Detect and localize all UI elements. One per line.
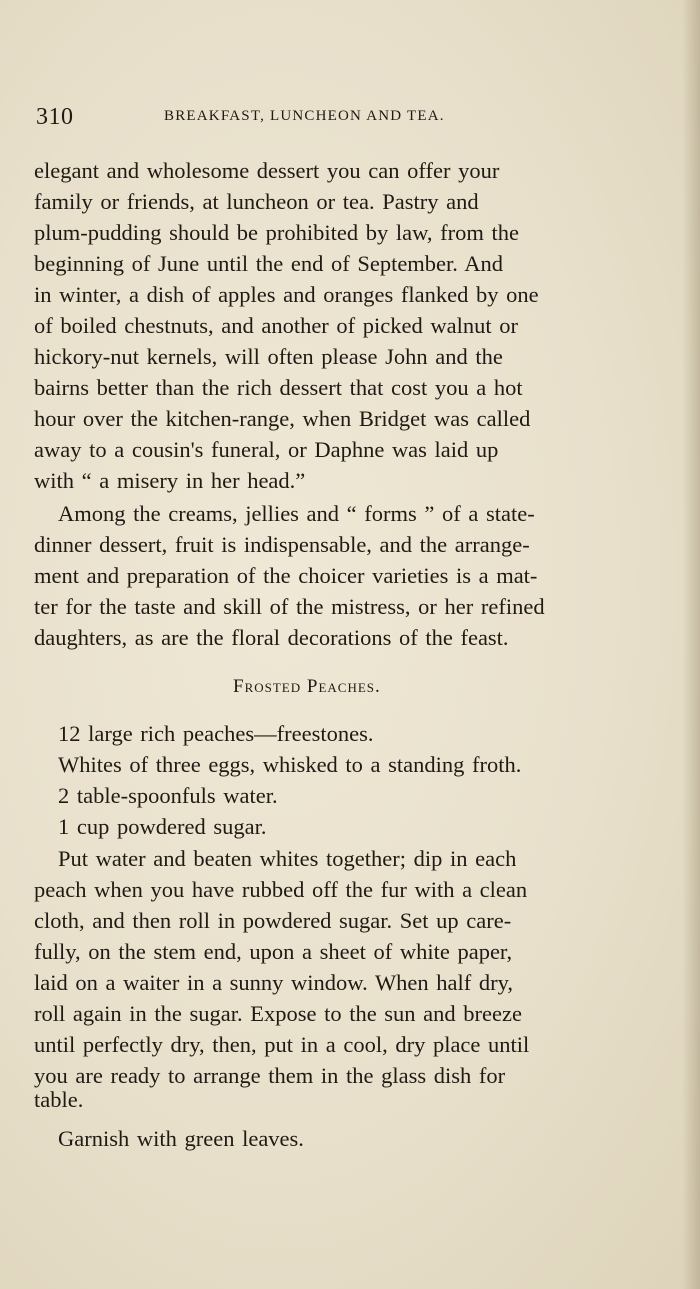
text-line: plum-pudding should be prohibited by law, from the bbox=[34, 220, 519, 245]
text-line: ment and preparation of the choicer varieties is a mat- bbox=[34, 563, 538, 588]
running-head bbox=[36, 104, 636, 134]
text-line: away to a cousin's funeral, or Daphne was laid up bbox=[34, 437, 499, 462]
recipe-title: Frosted Peaches. bbox=[233, 676, 381, 697]
text-line: ter for the taste and skill of the mistress, or her refined bbox=[34, 594, 545, 619]
text-line: peach when you have rubbed off the fur with a clean bbox=[34, 877, 528, 902]
garnish-note: Garnish with green leaves. bbox=[58, 1126, 304, 1151]
text-line: fully, on the stem end, upon a sheet of white paper, bbox=[34, 939, 513, 964]
text-line: until perfectly dry, then, put in a cool, dry place until bbox=[34, 1032, 530, 1057]
page-number: 310 bbox=[36, 104, 74, 130]
text-line: laid on a waiter in a sunny window. When half dry, bbox=[34, 970, 514, 995]
text-line: hickory-nut kernels, will often please John and the bbox=[34, 344, 503, 369]
text-line: bairns better than the rich dessert that cost you a hot bbox=[34, 375, 523, 400]
text-line: daughters, as are the floral decorations of the feast. bbox=[34, 625, 509, 650]
ingredient-item: 12 large rich peaches—freestones. bbox=[58, 721, 374, 746]
text-line: in winter, a dish of apples and oranges flanked by one bbox=[34, 282, 539, 307]
text-line: table. bbox=[34, 1087, 84, 1112]
text-line: roll again in the sugar. Expose to the sun and breeze bbox=[34, 1001, 522, 1026]
text-line: elegant and wholesome dessert you can offer your bbox=[34, 158, 500, 183]
running-title: BREAKFAST, LUNCHEON AND TEA. bbox=[164, 108, 445, 124]
text-line: Put water and beaten whites together; dip in each bbox=[58, 846, 517, 871]
text-line: you are ready to arrange them in the glass dish for bbox=[34, 1063, 506, 1088]
text-line: cloth, and then roll in powdered sugar. Set up care- bbox=[34, 908, 512, 933]
text-line: beginning of June until the end of September. And bbox=[34, 251, 504, 276]
ingredient-item: Whites of three eggs, whisked to a standing froth. bbox=[58, 752, 522, 777]
text-line: hour over the kitchen-range, when Bridget was called bbox=[34, 406, 531, 431]
text-line: dinner dessert, fruit is indispensable, and the arrange- bbox=[34, 532, 530, 557]
text-line: family or friends, at luncheon or tea. Pastry and bbox=[34, 189, 479, 214]
ingredient-item: 1 cup powdered sugar. bbox=[58, 814, 267, 839]
text-line: of boiled chestnuts, and another of picked walnut or bbox=[34, 313, 518, 338]
text-line: with “ a misery in her head.” bbox=[34, 468, 306, 493]
page-edge-shadow bbox=[682, 0, 700, 1289]
ingredient-item: 2 table-spoonfuls water. bbox=[58, 783, 278, 808]
text-line: Among the creams, jellies and “ forms ” of a state- bbox=[58, 501, 535, 526]
